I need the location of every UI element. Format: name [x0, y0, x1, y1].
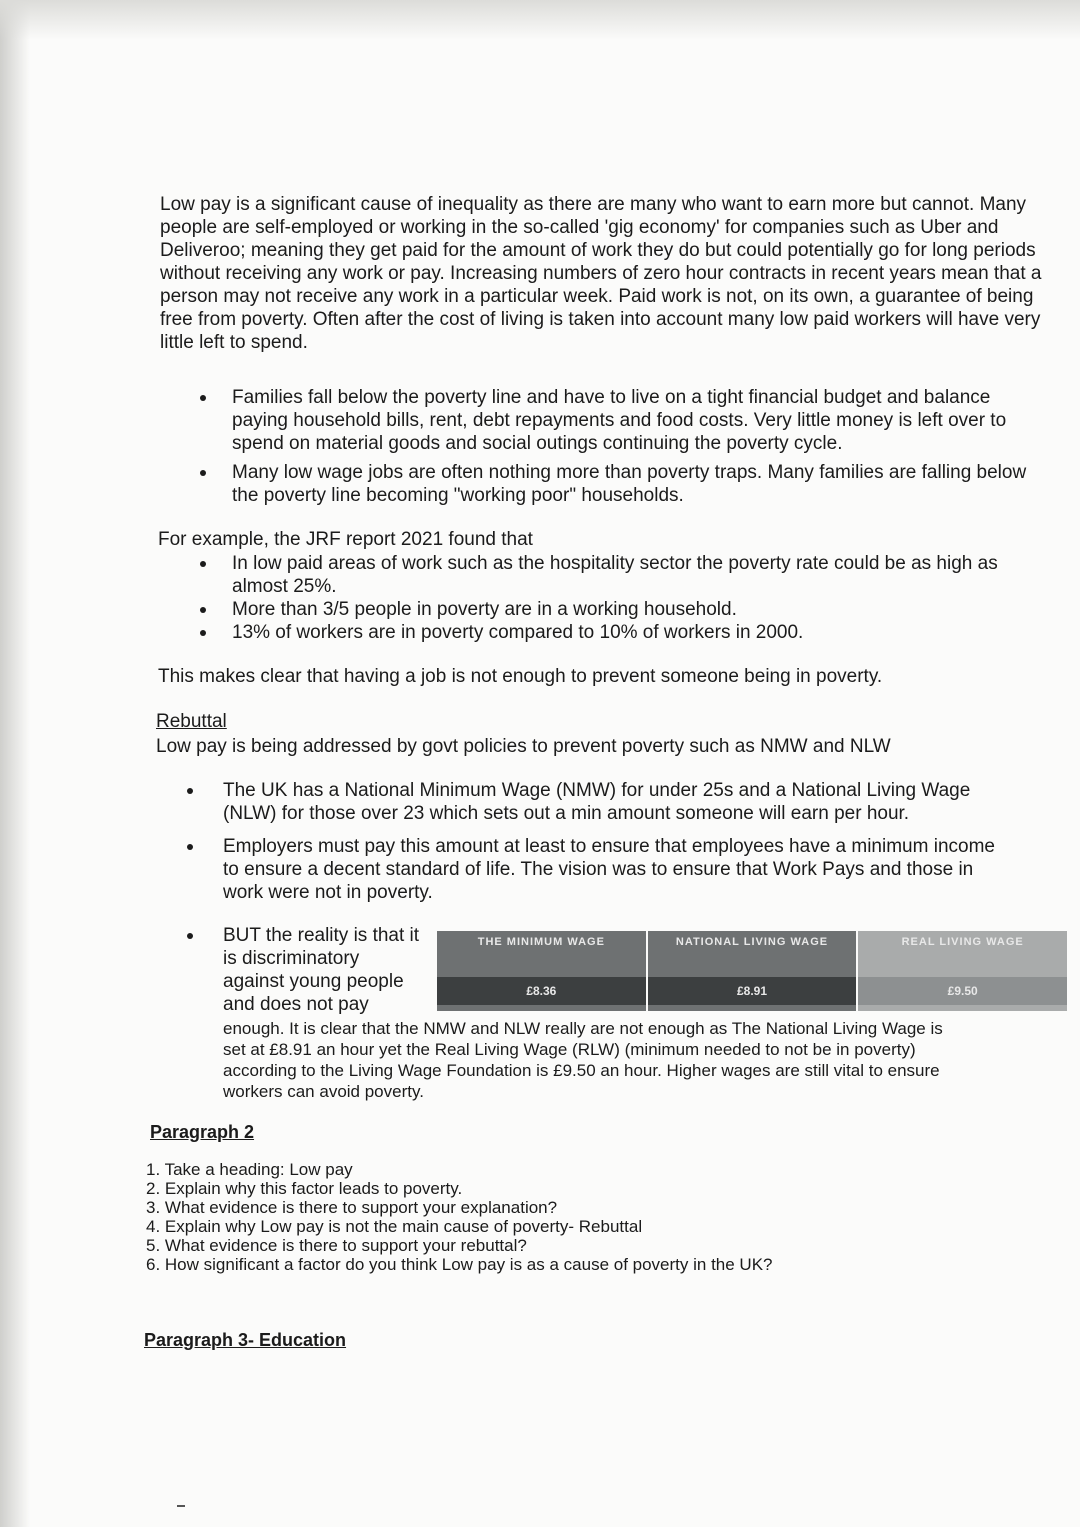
list-item: Many low wage jobs are often nothing more than poverty traps. Many families are falling below the poverty line becoming "working poor" households. — [160, 461, 1040, 507]
minimum-wage-card — [437, 931, 648, 1011]
step-item: 3. What evidence is there to support your explanation? — [146, 1198, 558, 1217]
list-item: More than 3/5 people in poverty are in a working household. — [160, 598, 1040, 621]
step-item: 5. What evidence is there to support your rebuttal? — [146, 1236, 527, 1255]
conclusion-sentence: This makes clear that having a job is not enough to prevent someone being in poverty. — [158, 666, 883, 687]
list-item: Families fall below the poverty line and have to live on a tight financial budget and balance paying household bills, rent, debt repayments and food costs. Very little money is left over to spend on material goods and social outings continuing the poverty cycle. — [160, 386, 1040, 455]
paragraph-2-steps — [146, 1160, 946, 1274]
rebuttal-intro: Low pay is being addressed by govt policies to prevent poverty such as NMW and NLW — [156, 736, 891, 757]
real-living-wage-card — [858, 931, 1067, 1011]
intro-paragraph: Low pay is a significant cause of inequality as there are many who want to earn more but cannot. Many people are self-employed or working in the so-called 'gig economy' for companies such as Uber and Deliveroo; meaning they get paid for the amount of work they do but could potentially go for long periods without receiving any work or pay. Increasing numbers of zero hour contracts in recent years mean that a person may not receive any work in a particular week. Paid work is not, on its own, a guarantee of being free from poverty. Often after the cost of living is taken into account many low paid workers will have very little left to spend. — [160, 194, 1042, 353]
step-item: 4. Explain why Low pay is not the main cause of poverty- Rebuttal — [146, 1217, 643, 1236]
wage-card-value: £8.91 — [648, 977, 857, 1005]
list-item: The UK has a National Minimum Wage (NMW) for under 25s and a National Living Wage (NLW) for those over 23 which sets out a min amount someone will earn per hour. — [155, 779, 1005, 825]
list-item: 13% of workers are in poverty compared to 10% of workers in 2000. — [160, 621, 1040, 644]
list-item: BUT the reality is that it is discriminatory against young people and does not pay — [155, 924, 425, 1016]
step-item: 6. How significant a factor do you think Low pay is as a cause of poverty in the UK? — [146, 1255, 773, 1274]
bullet-list-effects — [160, 386, 1040, 513]
paragraph-2-heading: Paragraph 2 — [150, 1122, 255, 1142]
example-intro: For example, the JRF report 2021 found that — [158, 529, 533, 550]
paragraph-3-heading: Paragraph 3- Education — [144, 1330, 347, 1350]
step-item: 2. Explain why this factor leads to poverty. — [146, 1179, 463, 1198]
wage-card-title: THE MINIMUM WAGE — [477, 936, 605, 948]
list-item: In low paid areas of work such as the hospitality sector the poverty rate could be as high as almost 25%. — [160, 552, 1040, 598]
wage-card-value: £9.50 — [858, 977, 1067, 1005]
list-item: Employers must pay this amount at least to ensure that employees have a minimum income to ensure a decent standard of life. The vision was to ensure that Work Pays and those in work were not in poverty. — [155, 835, 1005, 904]
wage-card-value: £8.36 — [437, 977, 646, 1005]
wage-rates-graphic — [437, 931, 1067, 1011]
page-edge-shadow — [0, 0, 30, 1527]
bullet-list-jrf — [160, 552, 1040, 644]
page-mark — [177, 1505, 185, 1507]
step-item: 1. Take a heading: Low pay — [146, 1160, 353, 1179]
wage-card-title: REAL LIVING WAGE — [901, 936, 1024, 948]
bullet-list-reality — [155, 924, 425, 1016]
national-living-wage-card — [648, 931, 859, 1011]
reality-continuation: enough. It is clear that the NMW and NLW really are not enough as The National Living Wage is set at £8.91 an hour yet the Real Living Wage (RLW) (minimum needed to not be in poverty) according to the Living Wage Foundation is £9.50 an hour. Higher wages are still vital to ensure workers can avoid poverty. — [223, 1019, 943, 1101]
wage-card-title: NATIONAL LIVING WAGE — [675, 936, 829, 948]
rebuttal-heading: Rebuttal — [156, 711, 227, 732]
bullet-list-rebuttal — [155, 779, 1005, 914]
page-top-shadow — [0, 0, 1080, 40]
